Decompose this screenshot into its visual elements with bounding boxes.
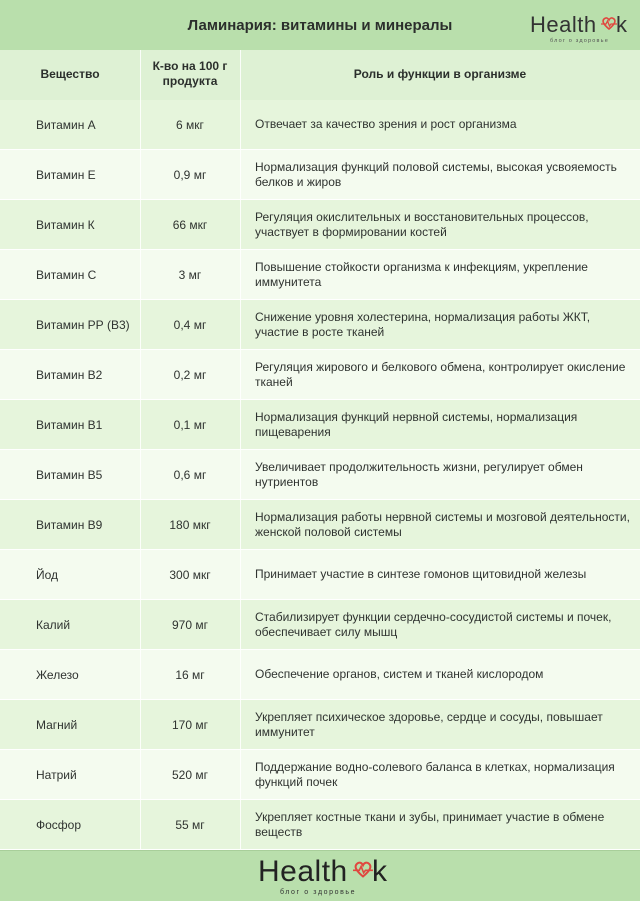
cell-amount: 66 мкг	[172, 217, 208, 232]
table-header-row	[0, 50, 640, 101]
cell-amount: 170 мг	[172, 717, 208, 732]
table-row	[0, 450, 640, 500]
table-row	[0, 550, 640, 600]
table-row	[0, 350, 640, 400]
footer-logo	[258, 855, 388, 899]
cell-substance: Витамин В2	[36, 367, 103, 382]
cell-amount: 55 мг	[175, 817, 205, 832]
cell-role: Регуляция окислительных и восстановительных процессов, участвует в формировании костей	[255, 209, 589, 239]
cell-substance: Фосфор	[36, 817, 82, 832]
table-row	[0, 750, 640, 800]
table-row	[0, 700, 640, 750]
cell-substance: Железо	[36, 667, 79, 682]
table-row	[0, 100, 640, 150]
cell-substance: Витамин A	[36, 117, 96, 132]
cell-role: Укрепляет психическое здоровье, сердце и сосуды, повышает иммунитет	[255, 709, 603, 739]
cell-role: Увеличивает продолжительность жизни, регулирует обмен нутриентов	[255, 459, 583, 489]
cell-role: Нормализация работы нервной системы и мозговой деятельности, женской половой системы	[255, 509, 630, 539]
table-row	[0, 400, 640, 450]
cell-role: Поддержание водно-солевого баланса в клетках, нормализация функций почек	[255, 759, 615, 789]
cell-amount: 520 мг	[172, 767, 208, 782]
cell-role: Укрепляет костные ткани и зубы, принимает участие в обмене веществ	[255, 809, 605, 839]
cell-substance: Витамин К	[36, 217, 95, 232]
cell-role: Снижение уровня холестерина, нормализация работы ЖКТ, участие в росте тканей	[255, 309, 591, 339]
title-bar	[0, 0, 640, 51]
table-row	[0, 150, 640, 200]
logo-wordmark-left: Health	[530, 12, 597, 37]
page-title: Ламинария: витамины и минералы	[187, 17, 453, 34]
cell-role: Принимает участие в синтезе гомонов щитовидной железы	[255, 567, 587, 581]
table-row	[0, 500, 640, 550]
logo-tagline: блог о здоровье	[280, 889, 357, 896]
cell-role: Повышение стойкости организма к инфекциям, укрепление иммунитета	[255, 259, 588, 289]
cell-amount: 300 мкг	[169, 567, 211, 582]
table-row	[0, 800, 640, 850]
table-row	[0, 200, 640, 250]
logo-tagline: блог о здоровье	[550, 38, 609, 44]
cell-substance: Витамин В9	[36, 517, 103, 532]
heart-pulse-icon	[601, 15, 617, 31]
cell-role: Регуляция жирового и белкового обмена, контролирует окисление тканей	[255, 359, 626, 389]
cell-substance: Витамин В1	[36, 417, 103, 432]
table-row	[0, 600, 640, 650]
cell-role: Обеспечение органов, систем и тканей кислородом	[255, 667, 544, 681]
table-row	[0, 250, 640, 300]
table-row	[0, 650, 640, 700]
column-header-role: Роль и функции в организме	[353, 67, 527, 81]
cell-amount: 0,1 мг	[173, 417, 207, 432]
cell-amount: 16 мг	[175, 667, 205, 682]
logo-wordmark-right: k	[616, 12, 628, 37]
column-divider	[240, 50, 241, 850]
cell-amount: 0,6 мг	[173, 467, 207, 482]
cell-amount: 6 мкг	[176, 117, 204, 132]
cell-substance: Витамин В5	[36, 467, 103, 482]
column-divider	[140, 50, 141, 850]
cell-role: Нормализация функций нервной системы, нормализация пищеварения	[255, 409, 578, 439]
table-body	[0, 100, 640, 850]
cell-substance: Витамин С	[36, 267, 97, 282]
column-header-substance: Вещество	[40, 67, 100, 81]
cell-amount: 0,9 мг	[173, 167, 207, 182]
logo-wordmark-left: Health	[258, 855, 348, 888]
cell-substance: Йод	[36, 567, 59, 582]
cell-substance: Витамин Е	[36, 167, 96, 182]
cell-amount: 3 мг	[178, 267, 202, 282]
header-logo	[530, 12, 630, 42]
cell-substance: Натрий	[36, 767, 77, 782]
cell-role: Нормализация функций половой системы, высокая усвояемость белков и жиров	[255, 159, 617, 189]
cell-amount: 180 мкг	[169, 517, 211, 532]
cell-amount: 0,2 мг	[173, 367, 207, 382]
footer	[0, 850, 640, 901]
cell-role: Отвечает за качество зрения и рост организма	[255, 117, 517, 131]
cell-substance: Магний	[36, 717, 78, 732]
logo-wordmark-right: k	[372, 855, 388, 888]
heart-pulse-icon	[353, 859, 373, 879]
cell-substance: Калий	[36, 617, 71, 632]
cell-role: Стабилизирует функции сердечно-сосудистой системы и почек, обеспечивает силу мышц	[255, 609, 612, 639]
column-header-amount: К-во на 100 г продукта	[152, 59, 228, 88]
table-row	[0, 300, 640, 350]
cell-amount: 0,4 мг	[173, 317, 207, 332]
cell-amount: 970 мг	[172, 617, 208, 632]
cell-substance: Витамин РР (В3)	[36, 317, 130, 332]
